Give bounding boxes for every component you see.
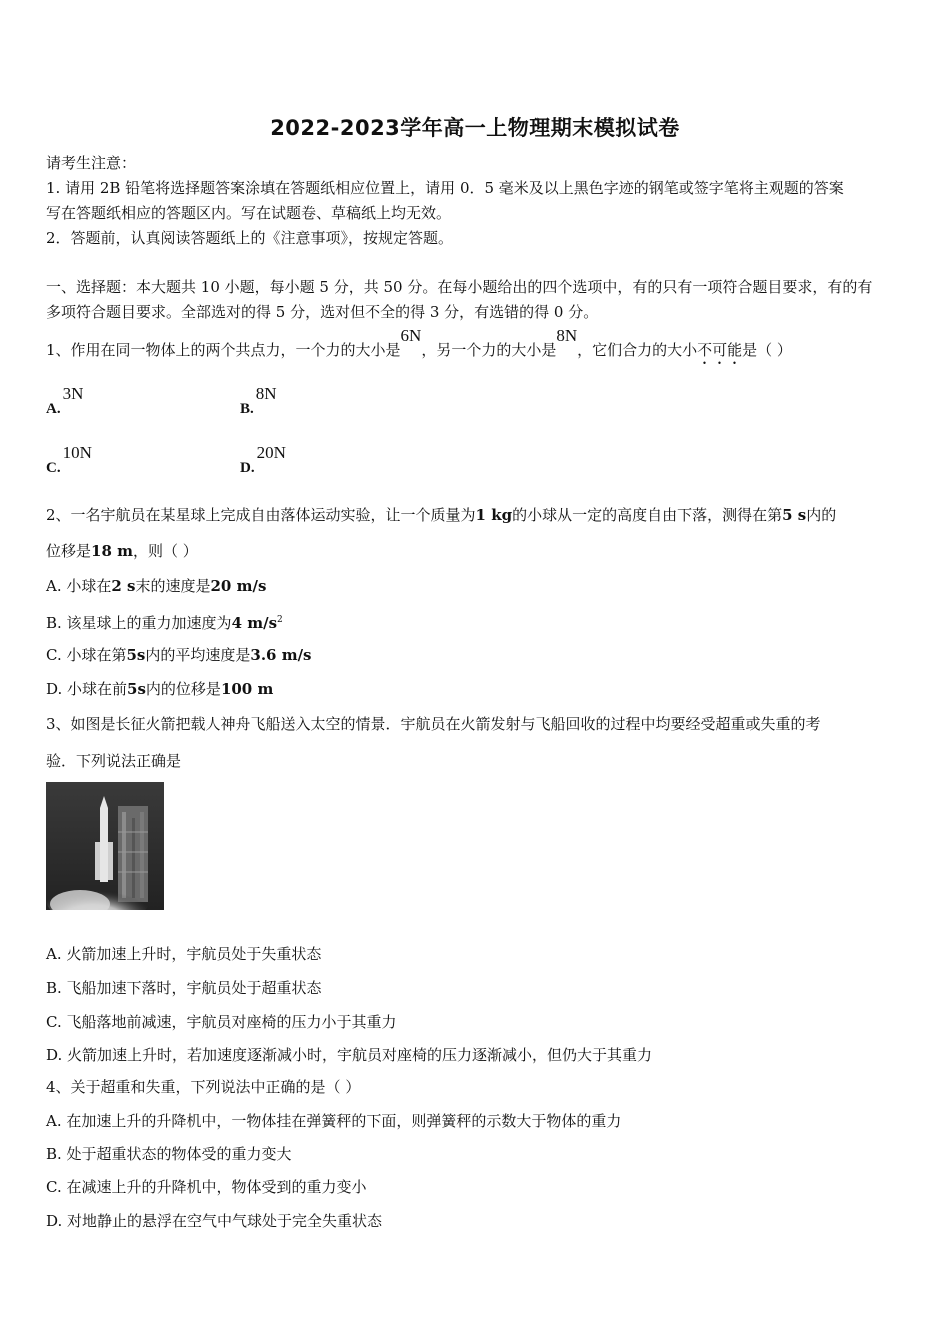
q3-option-a[interactable]: A. 火箭加速上升时，宇航员处于失重状态: [46, 945, 322, 963]
q1-option-a-value: 3N: [62, 384, 84, 403]
question-3-stem-line-1: 3、如图是长征火箭把载人神舟飞船送入太空的情景．宇航员在火箭发射与飞船回收的过程中均要经受超重或失重的考: [46, 715, 821, 733]
q1-option-c-label: C.: [46, 460, 61, 476]
q1-option-b[interactable]: [240, 384, 277, 418]
q2-option-superscript: 2: [277, 615, 283, 625]
q3-option-b[interactable]: B. 飞船加速下落时，宇航员处于超重状态: [46, 979, 322, 997]
q1-text-1: 1、作用在同一物体上的两个共点力，一个力的大小是: [46, 341, 401, 359]
q3-option-d[interactable]: D. 火箭加速上升时，若加速度逐渐减小时，宇航员对座椅的压力逐渐减小，但仍大于其重力: [46, 1046, 653, 1064]
q2-option-text: B. 该星球上的重力加速度为: [46, 614, 232, 632]
rocket-image: [46, 782, 164, 910]
q2-mass: 1 kg: [475, 506, 513, 524]
question-3-stem-line-2: 验．下列说法正确是: [46, 752, 182, 770]
q2-option-text: 内的位移是: [145, 680, 221, 698]
q2-option-c[interactable]: [46, 645, 908, 665]
q4-option-d[interactable]: D. 对地静止的悬浮在空气中气球处于完全失重状态: [46, 1212, 383, 1230]
q2-option-text: 末的速度是: [135, 577, 211, 595]
q2-text: 的小球从一定的高度自由下落，测得在第: [512, 506, 783, 524]
q2-option-text: C. 小球在第: [46, 646, 127, 664]
q2-text: 位移是: [46, 542, 92, 560]
notice-item-2: 2．答题前，认真阅读答题纸上的《注意事项》，按规定答题。: [46, 229, 454, 247]
q2-option-b[interactable]: [46, 610, 908, 633]
q1-option-b-label: B.: [240, 401, 254, 417]
q2-text: 内的: [806, 506, 837, 524]
section-1-intro-line-1: 一、选择题：本大题共 10 小题，每小题 5 分，共 50 分。在每小题给出的四个选项中，有的只有一项符合题目要求，有的有: [46, 278, 873, 296]
q1-option-a[interactable]: [46, 384, 84, 418]
notice-item-1-line-2: 写在答题纸相应的答题区内。写在试题卷、草稿纸上均无效。: [46, 204, 452, 222]
q1-option-c[interactable]: [46, 443, 92, 477]
rocket-launch-photo: [46, 782, 164, 910]
q2-text: ，则（ ）: [132, 542, 198, 560]
q1-text-3: ，它们合力的大小: [577, 341, 698, 359]
q1-force-2: 8N: [556, 326, 578, 345]
question-1-stem: [46, 326, 908, 368]
q2-option-value: 20 m/s: [210, 577, 267, 595]
q2-option-value: 4 m/s: [231, 614, 278, 632]
q1-emphasis: 不可能: [697, 341, 743, 359]
q2-option-value: 5s: [126, 646, 146, 664]
q4-option-c[interactable]: C. 在减速上升的升降机中，物体受到的重力变小: [46, 1178, 367, 1196]
page-title: 2022-2023学年高一上物理期末模拟试卷: [270, 116, 680, 140]
q2-option-value: 3.6 m/s: [250, 646, 312, 664]
q1-option-b-value: 8N: [255, 384, 277, 403]
q1-option-d-label: D.: [240, 460, 255, 476]
q2-option-value: 2 s: [111, 577, 136, 595]
q2-option-text: A. 小球在: [46, 577, 112, 595]
q2-option-value: 5s: [127, 680, 146, 698]
q1-text-4: 是（ ）: [742, 341, 792, 359]
q2-text: 2、一名宇航员在某星球上完成自由落体运动实验，让一个质量为: [46, 506, 476, 524]
question-4-stem: 4、关于超重和失重，下列说法中正确的是（ ）: [46, 1078, 361, 1096]
q1-option-d[interactable]: [240, 443, 286, 477]
q2-option-text: 内的平均速度是: [145, 646, 251, 664]
q1-option-a-label: A.: [46, 401, 61, 417]
notice-heading: 请考生注意：: [46, 154, 137, 172]
q2-displacement: 18 m: [91, 542, 133, 560]
q1-option-c-value: 10N: [62, 443, 92, 462]
section-1-intro-line-2: 多项符合题目要求。全部选对的得 5 分，选对但不全的得 3 分，有选错的得 0 分。: [46, 303, 599, 321]
q2-option-text: D. 小球在前: [46, 680, 128, 698]
question-2-stem-line-2: [46, 541, 908, 561]
q4-option-a[interactable]: A. 在加速上升的升降机中，一物体挂在弹簧秤的下面，则弹簧秤的示数大于物体的重力: [46, 1112, 622, 1130]
q1-force-1: 6N: [400, 326, 422, 345]
notice-item-1-line-1: 1. 请用 2B 铅笔将选择题答案涂填在答题纸相应位置上，请用 0．5 毫米及以上黑色字迹的钢笔或签字笔将主观题的答案: [46, 179, 844, 197]
q2-option-a[interactable]: [46, 576, 908, 596]
q3-option-c[interactable]: C. 飞船落地前减速，宇航员对座椅的压力小于其重力: [46, 1013, 397, 1031]
q4-option-b[interactable]: B. 处于超重状态的物体受的重力变大: [46, 1145, 292, 1163]
q1-option-d-value: 20N: [256, 443, 286, 462]
q2-time: 5 s: [782, 506, 807, 524]
q2-option-value: 100 m: [220, 680, 274, 698]
q1-text-2: ，另一个力的大小是: [421, 341, 557, 359]
q2-option-d[interactable]: [46, 679, 908, 699]
question-2-stem-line-1: [46, 505, 908, 525]
